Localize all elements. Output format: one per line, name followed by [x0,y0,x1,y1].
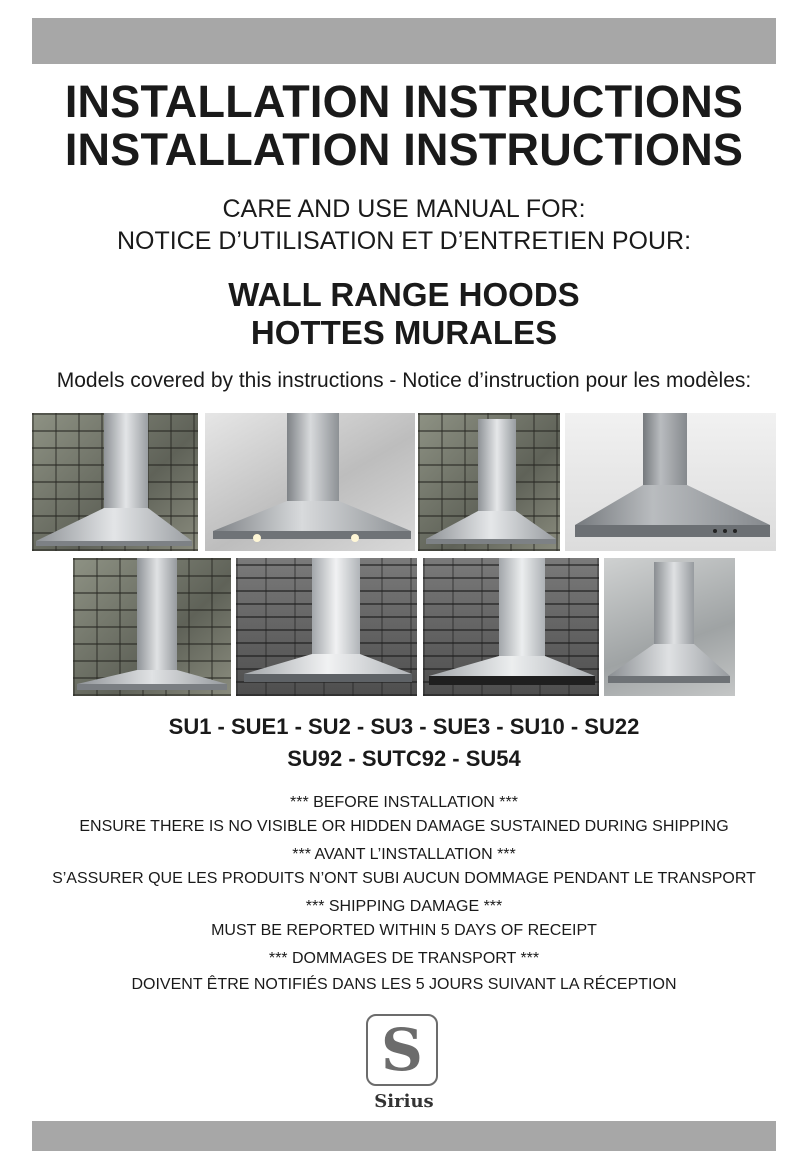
hood-photo-2 [205,413,415,551]
hood-photo-8 [604,558,735,696]
brand-name: Sirius [374,1091,434,1112]
title-english: INSTALLATION INSTRUCTIONS [64,76,744,127]
hood-photo-6 [236,558,417,696]
footer-bar [32,1121,776,1151]
notice-before-installation-text: ENSURE THERE IS NO VISIBLE OR HIDDEN DAMAGE SUSTAINED DURING SHIPPING [79,818,729,835]
hood-photo-4 [565,413,776,551]
model-codes-line-2: SU92 - SUTC92 - SU54 [287,746,521,771]
hood-photo-1 [32,413,198,551]
header-bar [32,18,776,64]
logo-letter: S [381,1016,423,1084]
notice-avant-installation-text: S’ASSURER QUE LES PRODUITS N’ONT SUBI AUCUN DOMMAGE PENDANT LE TRANSPORT [52,870,756,887]
notice-dommages-transport-heading: *** DOMMAGES DE TRANSPORT *** [268,950,540,967]
hood-photo-5 [73,558,231,696]
notice-dommages-transport-text: DOIVENT ÊTRE NOTIFIÉS DANS LES 5 JOURS SUIVANT LA RÉCEPTION [131,976,677,993]
model-codes-line-1: SU1 - SUE1 - SU2 - SU3 - SUE3 - SU10 - SU22 [168,714,640,739]
product-name-english: WALL RANGE HOODS [228,276,580,313]
subtitle-french: NOTICE D’UTILISATION ET D’ENTRETIEN POUR: [116,227,692,255]
notice-shipping-damage-heading: *** SHIPPING DAMAGE *** [305,898,503,915]
hood-photo-7 [423,558,599,696]
notice-before-installation-heading: *** BEFORE INSTALLATION *** [290,794,518,811]
sirius-logo-icon [366,1014,438,1086]
title-french: INSTALLATION INSTRUCTIONS [64,124,744,175]
product-name-french: HOTTES MURALES [250,314,558,351]
subtitle-english: CARE AND USE MANUAL FOR: [222,195,586,223]
notice-avant-installation-heading: *** AVANT L’INSTALLATION *** [292,846,516,863]
models-intro: Models covered by this instructions - Notice d’instruction pour les modèles: [56,369,752,392]
hood-photo-3 [418,413,560,551]
notice-shipping-damage-text: MUST BE REPORTED WITHIN 5 DAYS OF RECEIPT [211,922,597,939]
